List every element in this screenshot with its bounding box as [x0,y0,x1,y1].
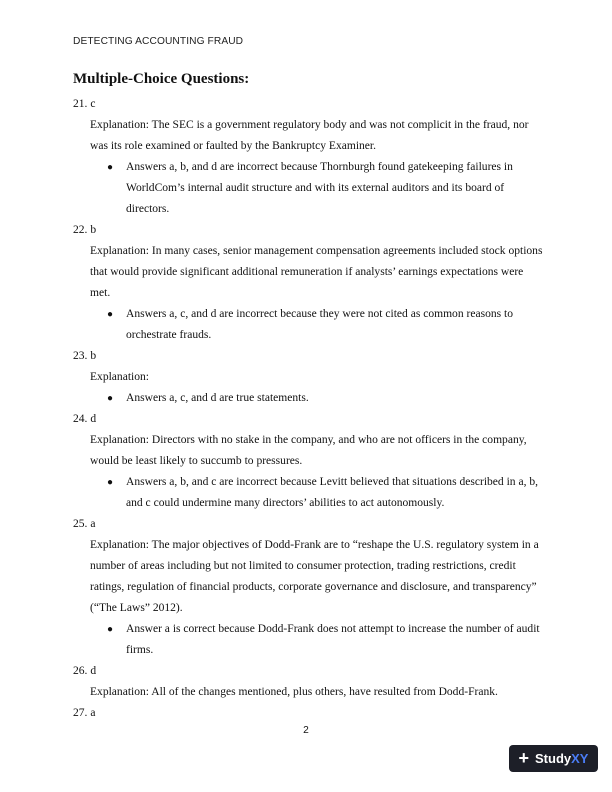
question-list [73,94,543,724]
answer-key: 22. b [73,224,97,236]
page-number: 2 [303,725,309,736]
answer-key: 26. d [73,665,97,677]
explanation: Explanation: [90,371,150,383]
bullet-icon: ● [107,624,114,635]
question-item [73,220,543,346]
bullet-icon: ● [107,477,114,488]
running-header: DETECTING ACCOUNTING FRAUD [73,36,244,47]
bullet-text: Answers a, b, and c are incorrect because Levitt believed that situations described in a, b, and c could undermine many directors’ abilities to act autonomously. [126,476,539,509]
bullet-item [107,157,543,220]
explanation: Explanation: Directors with no stake in the company, and who are not officers in the company, would be least likely to succumb to pressures. [90,434,527,467]
bullet-list [73,157,543,220]
bullet-text: Answers a, b, and d are incorrect because Thornburgh found gatekeeping failures in WorldCom’s internal audit structure and with its external auditors and its board of directors. [126,161,513,215]
section-title: Multiple-Choice Questions: [73,71,250,87]
question-item [73,514,543,661]
answer-key: 23. b [73,350,97,362]
question-item [73,94,543,220]
bullet-text: Answers a, c, and d are true statements. [126,392,309,404]
answer-key: 27. a [73,707,96,719]
bullet-item [107,619,543,661]
brand-name: StudyXY [535,751,589,766]
bullet-icon: ● [107,162,114,173]
explanation: Explanation: All of the changes mentioned, plus others, have resulted from Dodd-Frank. [90,686,498,698]
bullet-item [107,388,543,409]
bullet-list [73,304,543,346]
bullet-list [73,472,543,514]
bullet-text: Answers a, c, and d are incorrect because they were not cited as common reasons to orchestrate frauds. [126,308,513,341]
answer-key: 25. a [73,518,96,530]
plus-icon: + [518,747,530,768]
bullet-item [107,304,543,346]
question-item [73,661,543,703]
explanation: Explanation: In many cases, senior management compensation agreements included stock options that would provide significant additional remuneration if analysts’ earnings expectations were met. [90,245,543,299]
answer-key: 24. d [73,413,97,425]
bullet-list [73,619,543,661]
question-item [73,703,543,724]
question-item [73,409,543,514]
bullet-text: Answer a is correct because Dodd-Frank does not attempt to increase the number of audit firms. [126,623,540,656]
bullet-list [73,388,543,409]
explanation: Explanation: The major objectives of Dodd-Frank are to “reshape the U.S. regulatory system in a number of areas including but not limited to consumer protection, trading restrictions, credit ratings, regulation of financial products, corporate governance and disclosure, and transparency” (“The Laws” 2012). [90,539,539,614]
question-item [73,346,543,409]
bullet-item [107,472,543,514]
answer-key: 21. c [73,98,96,110]
studyxy-logo-badge[interactable] [509,745,598,772]
explanation: Explanation: The SEC is a government regulatory body and was not complicit in the fraud, nor was its role examined or faulted by the Bankruptcy Examiner. [90,119,529,152]
bullet-icon: ● [107,309,114,320]
bullet-icon: ● [107,393,114,404]
